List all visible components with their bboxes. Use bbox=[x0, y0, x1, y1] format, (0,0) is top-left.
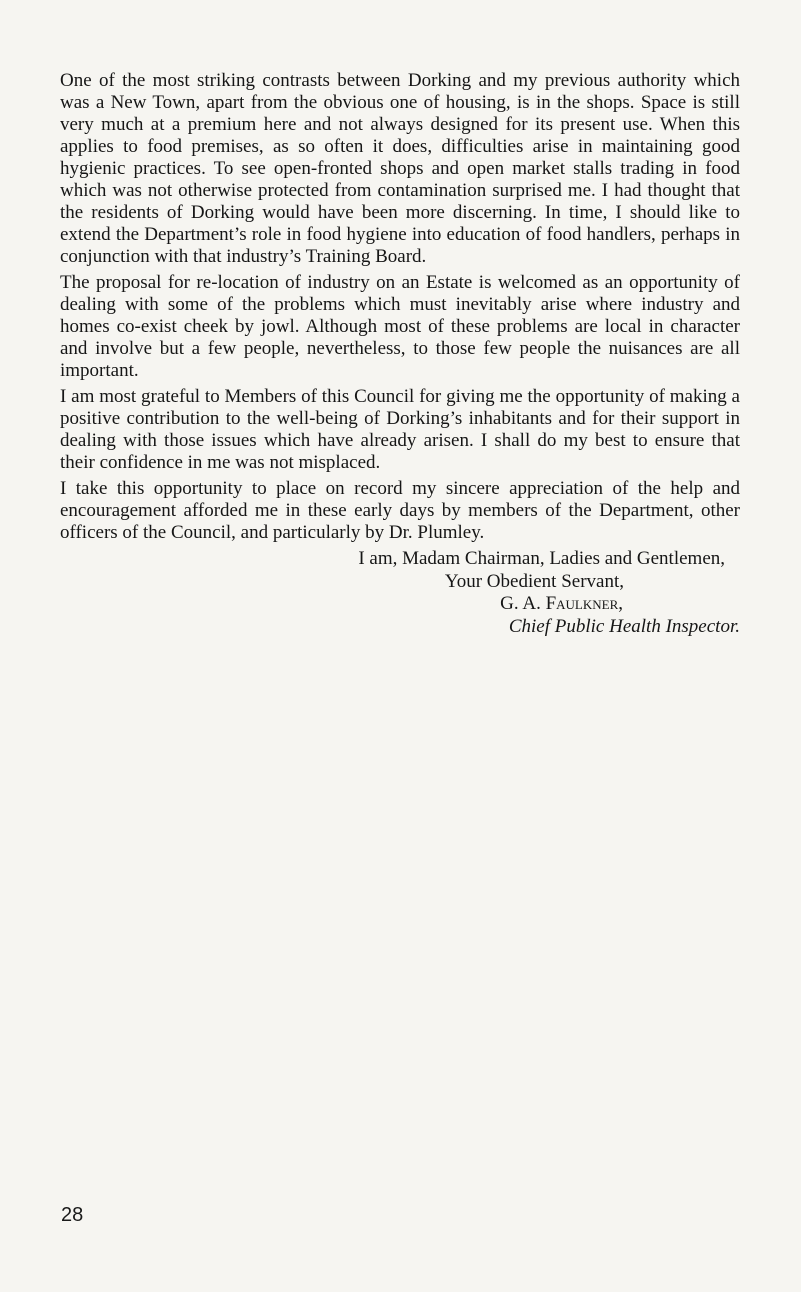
page-number: 28 bbox=[61, 1204, 84, 1226]
signature-block bbox=[60, 548, 740, 638]
letter-body bbox=[60, 70, 740, 638]
signatory-name bbox=[60, 593, 740, 616]
paragraph-industry: The proposal for re-location of industry on an Estate is welcomed as an opportunity of dealing with some of the problems which must inevitably arise where industry and homes co-exist cheek by jowl. Although most of these problems are local in character and involve but a few people, nevertheless, to those few people the nuisances are all important. bbox=[60, 272, 740, 381]
valediction-line: Your Obedient Servant, bbox=[444, 570, 624, 592]
paragraph-appreciation: I take this opportunity to place on record my sincere appreciation of the help and encouragement afforded me in these early days by members of the Department, other officers of the Council, and particularly by Dr. Plumley. bbox=[60, 478, 740, 543]
paragraph-gratitude: I am most grateful to Members of this Council for giving me the opportunity of making a positive contribution to the well-being of Dorking’s inhabitants and for their support in dealing with those issues which have already arisen. I shall do my best to ensure that their confidence in me was not misplaced. bbox=[60, 386, 740, 473]
salutation-line: I am, Madam Chairman, Ladies and Gentlemen, bbox=[358, 548, 725, 569]
signatory-title: Chief Public Health Inspector. bbox=[508, 615, 740, 637]
signatory-name-text: G. A. Faulkner, bbox=[500, 593, 623, 614]
paragraph-shops: One of the most striking contrasts between Dorking and my previous authority which was a New Town, apart from the obvious one of housing, is in the shops. Space is still very much at a premium here and not always designed for its present use. When this applies to food premises, as so often it does, difficulties arise in maintaining good hygienic practices. To see open-fronted shops and open market stalls trading in food which was not otherwise protected from contamination surprised me. I had thought that the residents of Dorking would have been more discerning. In time, I should like to extend the Department’s role in food hygiene into education of food handlers, perhaps in conjunction with that industry’s Training Board. bbox=[60, 70, 740, 267]
